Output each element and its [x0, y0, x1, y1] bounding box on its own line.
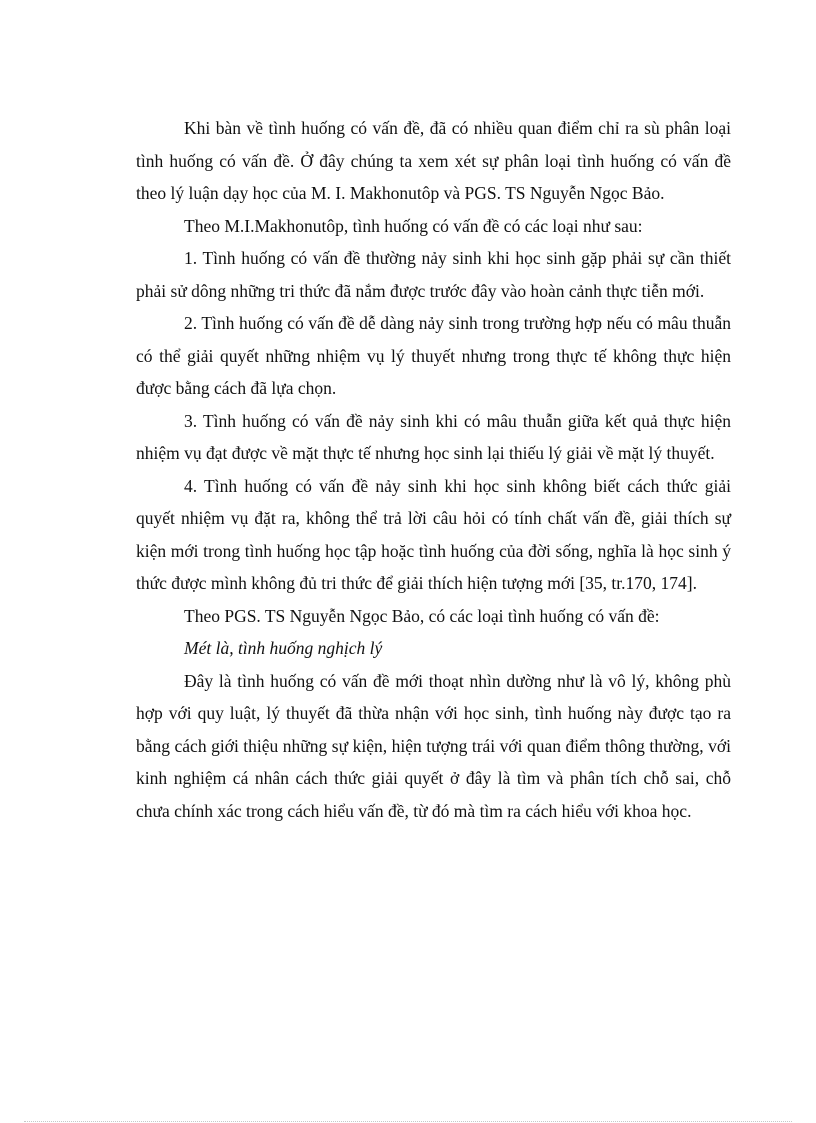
paragraph-intro: Khi bàn về tình huống có vấn đề, đã có nhiều quan điểm chỉ ra sù phân loại tình huống có vấn đề. Ở đây chúng ta xem xét sự phân loại tình huống có vấn đề theo lý luận dạy học của M. I. Makhonutôp và PGS. TS Nguyễn Ngọc Bảo.	[136, 118, 731, 203]
paragraph-item-3: 3. Tình huống có vấn đề nảy sinh khi có mâu thuẫn giữa kết quả thực hiện nhiệm vụ đạt được về mặt thực tế nhưng học sinh lại thiếu lý giải về mặt lý thuyết.	[136, 410, 731, 463]
document-body	[136, 112, 731, 827]
paragraph-bao-heading: Theo PGS. TS Nguyễn Ngọc Bảo, có các loại tình huống có vấn đề:	[184, 605, 660, 626]
paragraph-item-4: 4. Tình huống có vấn đề nảy sinh khi học sinh không biết cách thức giải quyết nhiệm vụ đặt ra, không thể trả lời câu hỏi có tính chất vấn đề, giải thích sự kiện mới trong tình huống học tập hoặc tình huống của đời sống, nghĩa là học sinh ý thức được mình không đủ tri thức để giải thích hiện tượng mới [35, tr.170, 174].	[136, 475, 731, 593]
paragraph-item-2: 2. Tình huống có vấn đề dễ dàng nảy sinh trong trường hợp nếu có mâu thuẫn có thể giải quyết những nhiệm vụ lý thuyết nhưng trong thực tế không thực hiện được bằng cách đã lựa chọn.	[136, 313, 731, 398]
paragraph-makhonutop-heading: Theo M.I.Makhonutôp, tình huống có vấn đề có các loại như sau:	[184, 215, 643, 236]
page-bottom-border	[24, 1121, 792, 1122]
paragraph-item-1: 1. Tình huống có vấn đề thường nảy sinh khi học sinh gặp phải sự cần thiết phải sử dông những tri thức đã nắm được trước đây vào hoàn cảnh thực tiễn mới.	[136, 248, 731, 301]
paragraph-paradox-description: Đây là tình huống có vấn đề mới thoạt nhìn dường như là vô lý, không phù hợp với quy luật, lý thuyết đã thừa nhận với học sinh, tình huống này được tạo ra bằng cách giới thiệu những sự kiện, hiện tượng trái với quan điểm thông thường, với kinh nghiệm cá nhân cách thức giải quyết ở đây là tìm và phân tích chỗ sai, chỗ chưa chính xác trong cách hiểu vấn đề, từ đó mà tìm ra cách hiểu với khoa học.	[136, 670, 731, 821]
subheading-paradox: Mét là, tình huống nghịch lý	[184, 638, 383, 658]
